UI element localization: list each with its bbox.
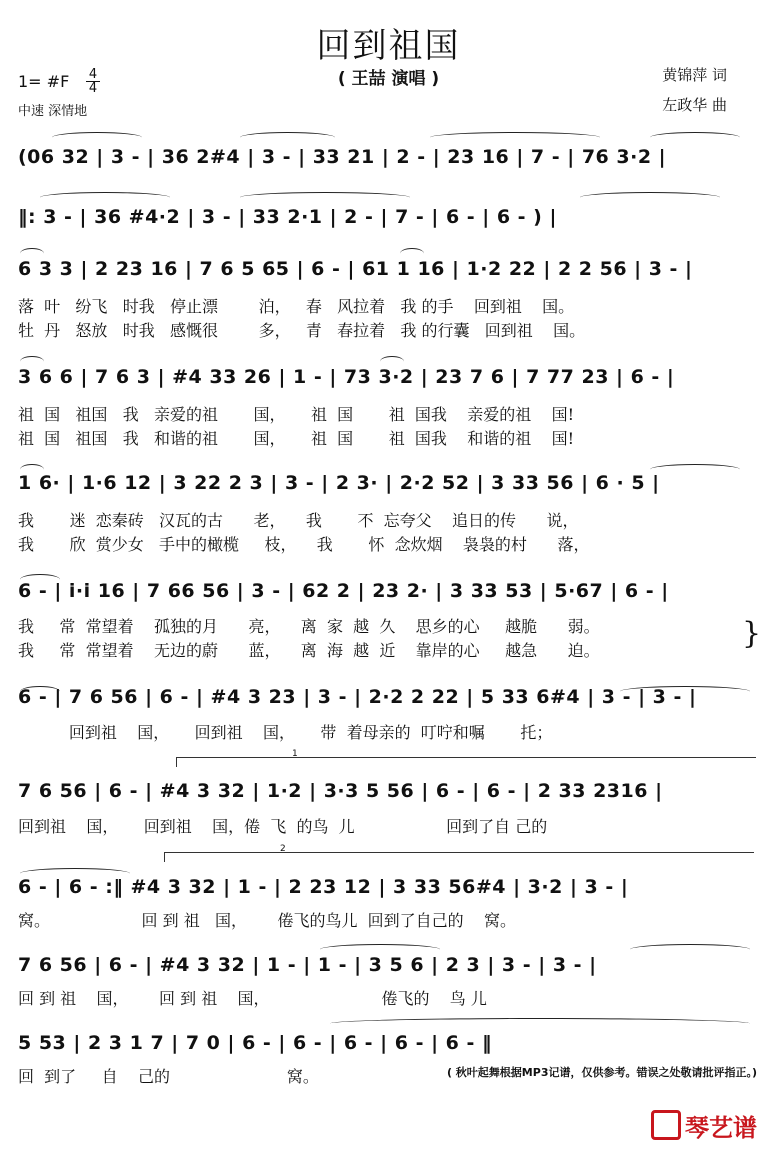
notation-row: 1 6· | 1·6 12 | 3 22 2 3 | 3 - | 2 3· | 2·2 52 | 3 33 56 | 6 · 5 | xyxy=(18,472,660,494)
lyric-row: 回 到了 自 己的 窝。 xyxy=(18,1067,319,1086)
time-signature-top: 4 xyxy=(88,67,98,82)
slur xyxy=(330,1018,750,1029)
first-ending-tick xyxy=(176,757,177,767)
first-ending-number: 1 xyxy=(292,749,298,759)
notation-row: 7 6 56 | 6 - | #4 3 32 | 1·2 | 3·3 5 56 | 6 - | 6 - | 2 33 2316 | xyxy=(18,780,663,802)
notation-row: 7 6 56 | 6 - | #4 3 32 | 1 - | 1 - | 3 5 6 | 2 3 | 3 - | 3 - | xyxy=(18,954,597,976)
slur xyxy=(580,192,720,203)
time-signature xyxy=(86,68,100,95)
lyric-row: 我 迷 恋秦砖 汉瓦的古 老， 我 不 忘夸父 追日的传 说， xyxy=(18,511,579,530)
lyric-row: 祖 国 祖国 我 和谐的祖 国， 祖 国 祖 国我 和谐的祖 国! xyxy=(18,429,575,448)
notation-row: ‖: 3 - | 36 #4·2 | 3 - | 33 2·1 | 2 - | 7 - | 6 - | 6 - ) | xyxy=(18,206,557,228)
second-ending-tick xyxy=(164,852,165,862)
lyricist-credit: 黄锦萍 词 xyxy=(662,66,727,84)
slur xyxy=(52,132,142,143)
notation-row: 6 - | i·i 16 | 7 66 56 | 3 - | 62 2 | 23 2· | 3 33 53 | 5·67 | 6 - | xyxy=(18,580,669,602)
time-signature-bottom: 4 xyxy=(86,81,100,95)
lyric-row: 牡 丹 怒放 时我 感慨很 多， 青 春拉着 我 的行囊 回到祖 国。 xyxy=(18,321,586,340)
verse-brace: } xyxy=(742,616,762,651)
slur xyxy=(650,132,740,143)
notation-row: (06 32 | 3 - | 36 2#4 | 3 - | 33 21 | 2 - | 23 16 | 7 - | 76 3·2 | xyxy=(18,146,667,168)
site-logo xyxy=(651,1108,757,1143)
notation-row: 6 3 3 | 2 23 16 | 7 6 5 65 | 6 - | 61 1 16 | 1·2 22 | 2 2 56 | 3 - | xyxy=(18,258,693,280)
footnote: ( 秋叶起舞根据MP3记谱，仅供参考。错误之处敬请批评指正。) xyxy=(446,1066,757,1079)
second-ending-bracket xyxy=(164,852,754,853)
logo-icon xyxy=(651,1110,681,1140)
slur xyxy=(40,192,170,203)
lyric-row: 回到祖 国， 回到祖 国，倦 飞 的鸟 儿 回到了自 己的 xyxy=(18,817,548,836)
first-ending-bracket xyxy=(176,757,756,758)
slur xyxy=(430,132,600,143)
notation-row: 3 6 6 | 7 6 3 | #4 33 26 | 1 - | 73 3·2 | 23 7 6 | 7 77 23 | 6 - | xyxy=(18,366,675,388)
tempo-marking: 中速 深情地 xyxy=(18,104,88,119)
slur xyxy=(240,132,335,143)
lyric-row: 窝。 回 到 祖 国， 倦飞的鸟儿 回到了自己的 窝。 xyxy=(18,911,517,930)
lyric-row: 我 常 常望着 无边的蔚 蓝， 离 海 越 近 靠岸的心 越急 迫。 xyxy=(18,641,600,660)
notation-row: 6 - | 6 - :‖ #4 3 32 | 1 - | 2 23 12 | 3 33 56#4 | 3·2 | 3 - | xyxy=(18,876,629,898)
song-title: 回到祖国 xyxy=(316,26,461,66)
slur xyxy=(240,192,410,203)
lyric-row: 祖 国 祖国 我 亲爱的祖 国， 祖 国 祖 国我 亲爱的祖 国! xyxy=(18,405,575,424)
brand-name: 琴艺谱 xyxy=(685,1114,757,1142)
notation-row: 6 - | 7 6 56 | 6 - | #4 3 23 | 3 - | 2·2 2 22 | 5 33 6#4 | 3 - | 3 - | xyxy=(18,686,697,708)
composer-credit: 左政华 曲 xyxy=(662,96,727,114)
lyric-row: 我 常 常望着 孤独的月 亮， 离 家 越 久 思乡的心 越脆 弱。 xyxy=(18,617,600,636)
lyric-row: 回 到 祖 国， 回 到 祖 国， 倦飞的 鸟 儿 xyxy=(18,989,487,1008)
lyric-row: 回到祖 国， 回到祖 国， 带 着母亲的 叮咛和嘱 托； xyxy=(18,723,553,742)
notation-row: 5 53 | 2 3 1 7 | 7 0 | 6 - | 6 - | 6 - | 6 - | 6 - ‖ xyxy=(18,1032,492,1054)
key-signature: 1= #F xyxy=(18,72,70,91)
lyric-row: 落 叶 纷飞 时我 停止漂 泊， 春 风拉着 我 的手 回到祖 国。 xyxy=(18,297,575,316)
performer: ( 王喆 演唱 ) xyxy=(337,69,440,89)
second-ending-number: 2 xyxy=(280,844,286,854)
lyric-row: 我 欣 赏少女 手中的橄榄 枝， 我 怀 念炊烟 袅袅的村 落， xyxy=(18,535,590,554)
